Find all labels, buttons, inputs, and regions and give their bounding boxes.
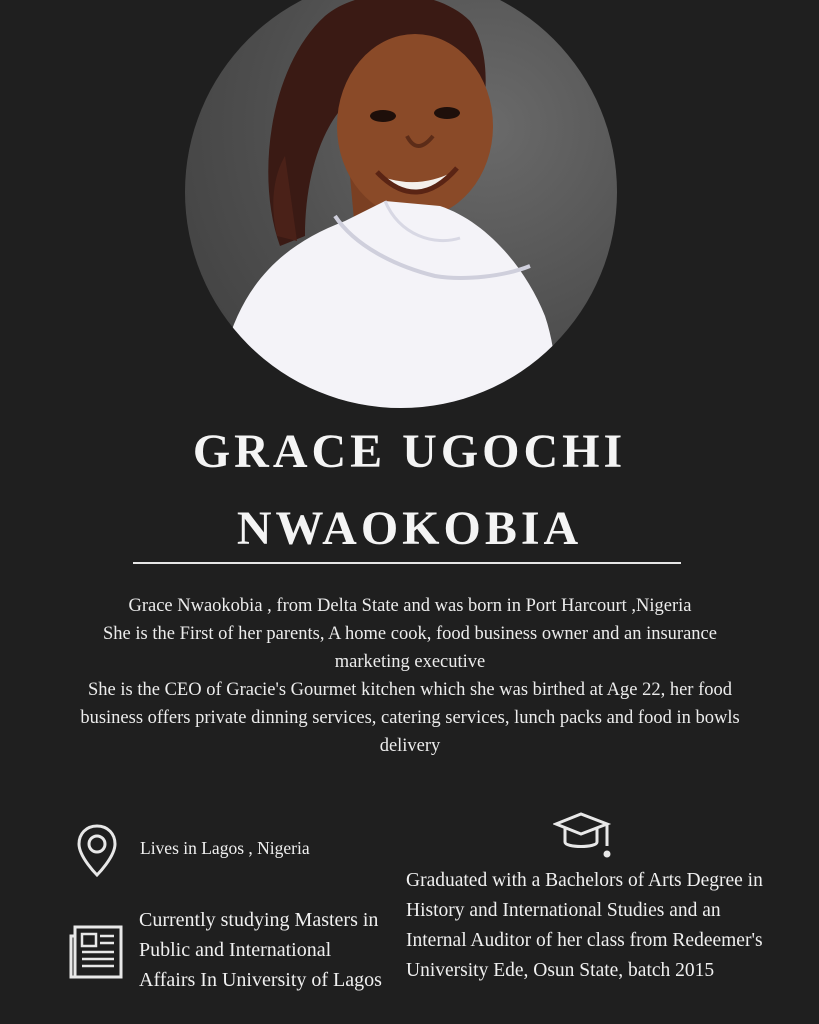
portrait-illustration	[185, 0, 617, 408]
study-text: Currently studying Masters in Public and International Affairs In University of Lagos	[139, 909, 382, 991]
profile-name-line1: GRACE UGOCHI	[192, 425, 627, 478]
bio-roles: She is the First of her parents, A home cook, food business owner and an insurance marketing executive	[103, 624, 717, 672]
location-text: Lives in Lagos , Nigeria	[140, 838, 310, 858]
bio-business: She is the CEO of Gracie's Gourmet kitchen which she was birthed at Age 22, her food business offers private dinning services, catering services, lunch packs and food in bowls delivery	[80, 680, 740, 756]
divider	[133, 562, 681, 564]
graduation-cap-icon	[553, 810, 613, 869]
bio-origin: Grace Nwaokobia , from Delta State and was born in Port Harcourt ,Nigeria	[128, 596, 692, 616]
bio-section	[80, 592, 740, 760]
graduation-text: Graduated with a Bachelors of Arts Degree in History and International Studies and an Internal Auditor of her class from Redeemer's University Ede, Osun State, batch 2015	[406, 870, 763, 981]
newspaper-icon	[69, 924, 125, 987]
profile-photo	[185, 0, 617, 408]
location-pin-icon	[76, 823, 118, 884]
profile-name-line2: NWAOKOBIA	[236, 502, 583, 555]
